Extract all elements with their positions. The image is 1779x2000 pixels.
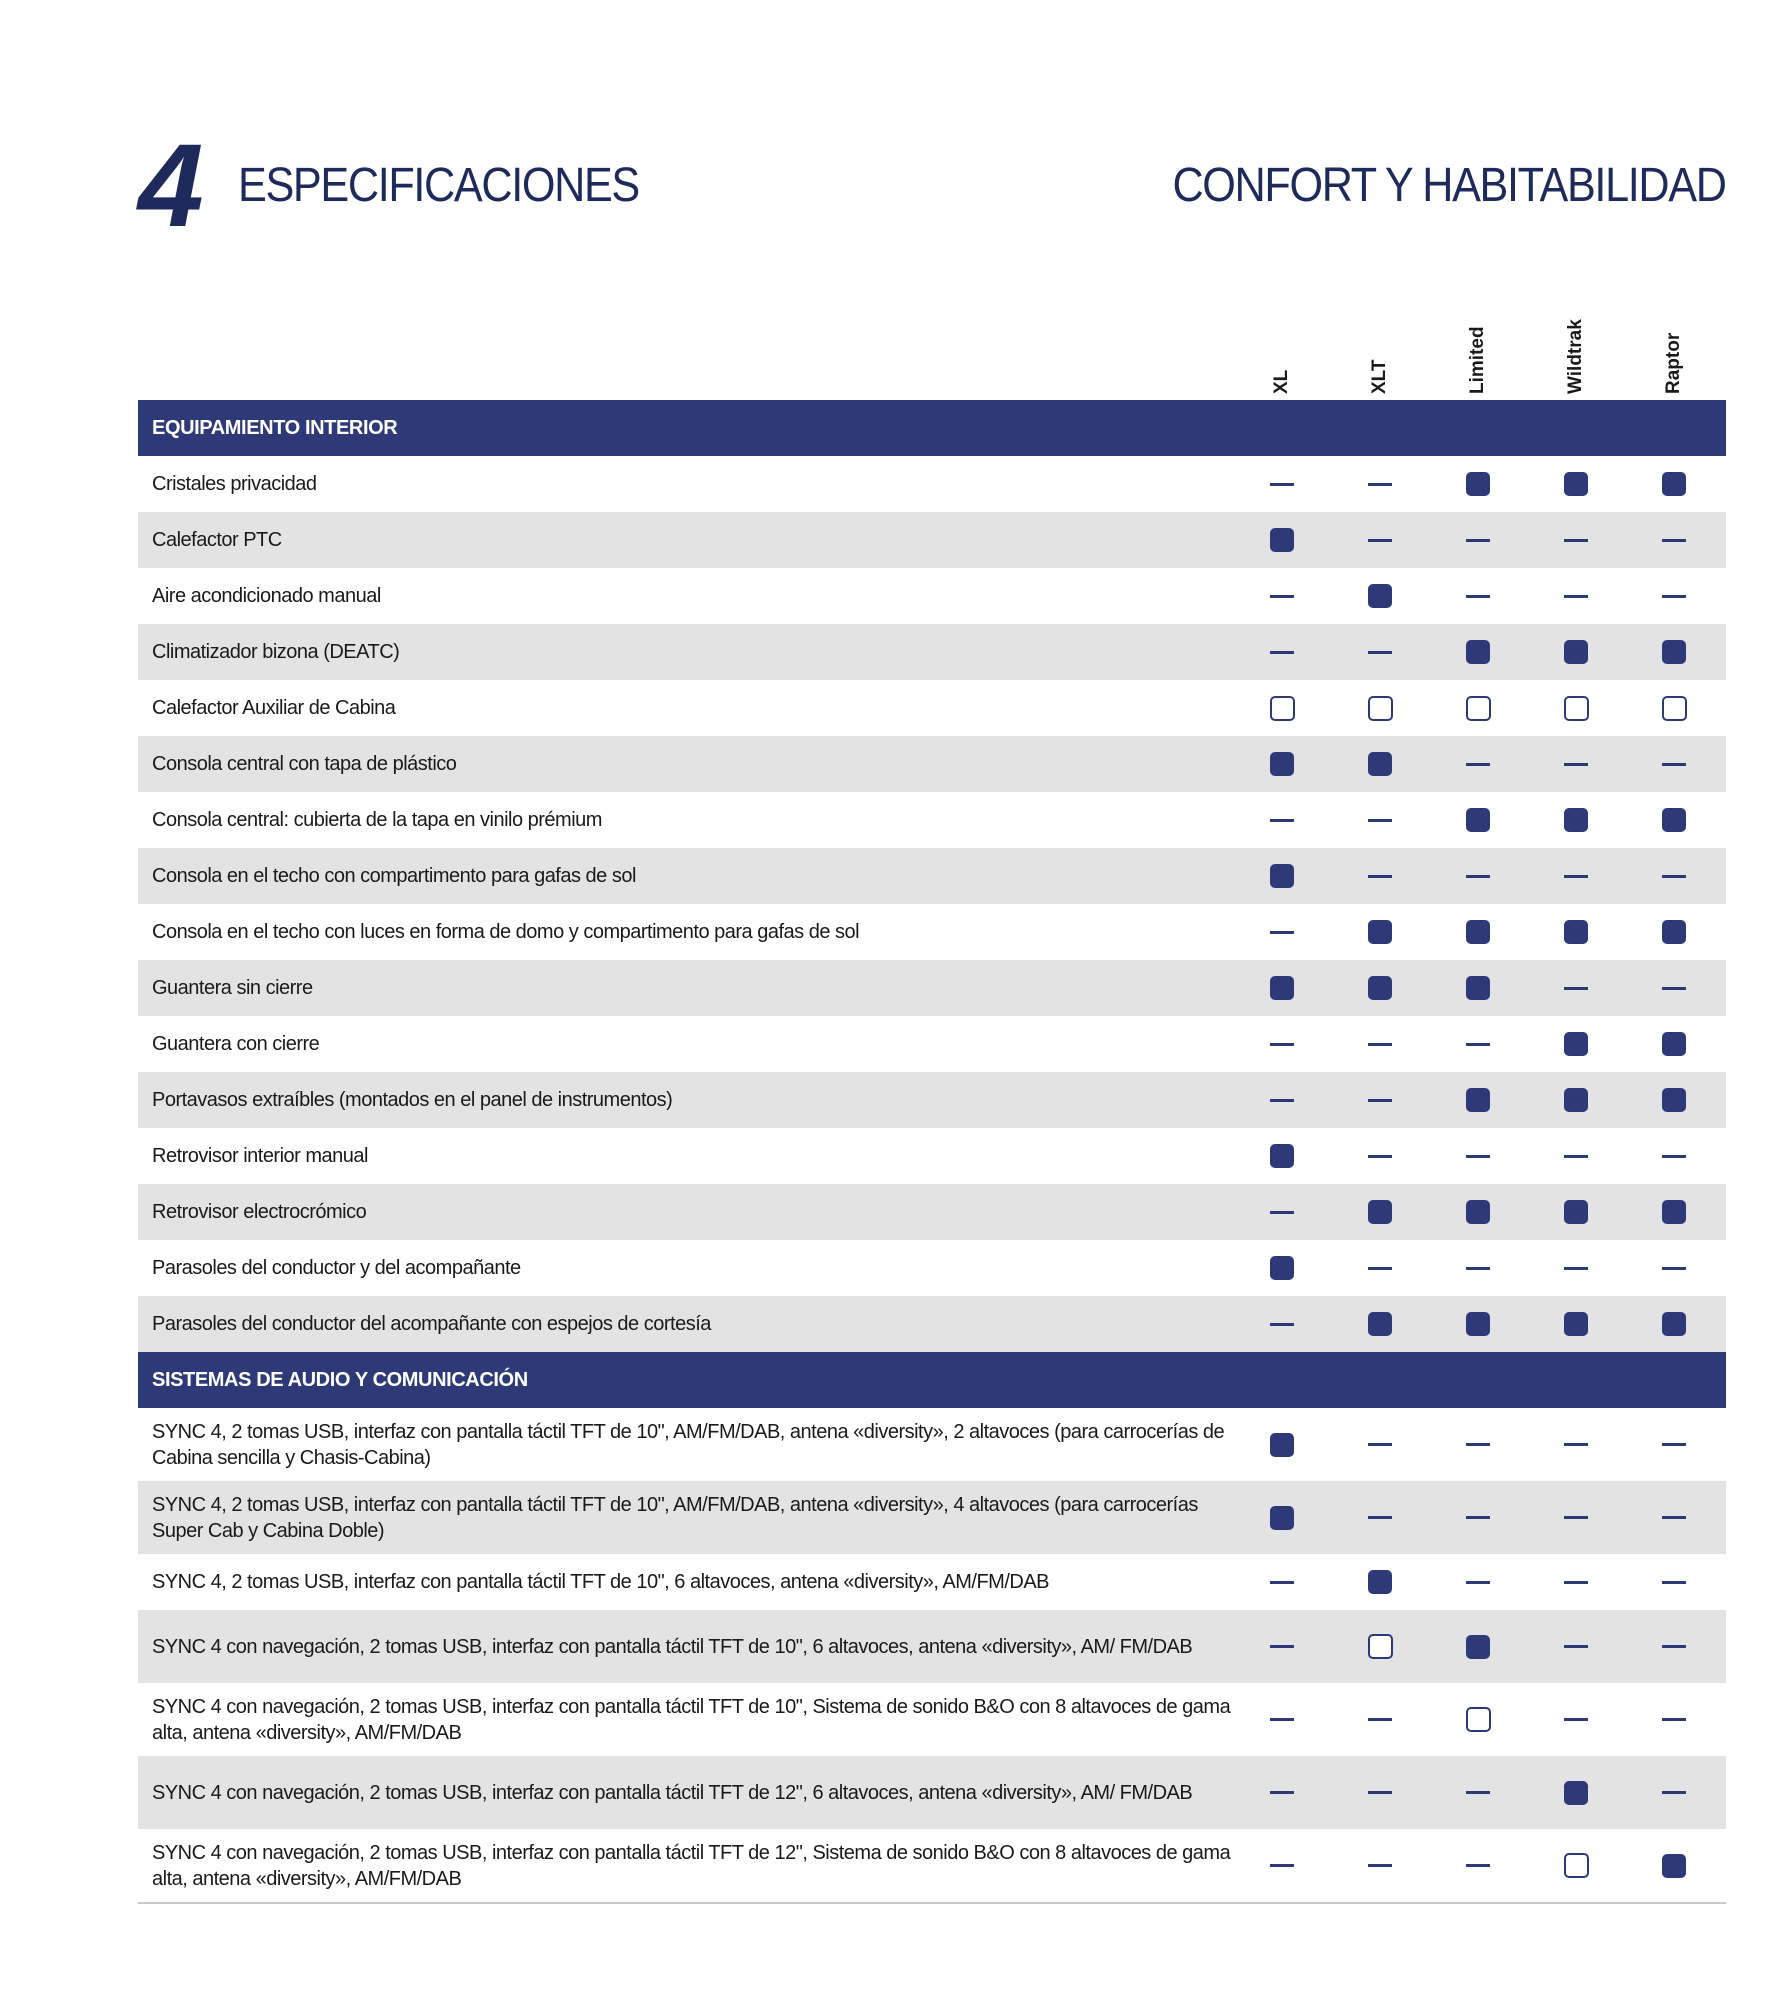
not-available-dash-icon <box>1270 1211 1294 1214</box>
standard-mark-icon <box>1270 528 1294 552</box>
row-label: Guantera sin cierre <box>152 977 313 999</box>
not-available-dash-icon <box>1564 763 1588 766</box>
standard-mark-icon <box>1564 1312 1588 1336</box>
table-body <box>138 400 1726 1902</box>
not-available-dash-icon <box>1466 1516 1490 1519</box>
not-available-dash-icon <box>1662 1718 1686 1721</box>
cell-xl <box>1262 471 1302 497</box>
table-row <box>138 1408 1726 1481</box>
not-available-dash-icon <box>1466 1043 1490 1046</box>
column-header-label: XL <box>1271 369 1292 394</box>
cell-xlt <box>1360 975 1400 1001</box>
not-available-dash-icon <box>1662 539 1686 542</box>
cell-raptor <box>1654 1569 1694 1595</box>
not-available-dash-icon <box>1662 1581 1686 1584</box>
not-available-dash-icon <box>1564 1516 1588 1519</box>
cell-raptor <box>1654 1432 1694 1458</box>
cell-xlt <box>1360 639 1400 665</box>
cell-xl <box>1262 975 1302 1001</box>
column-header-label: Wildtrak <box>1565 319 1586 394</box>
cell-xl <box>1262 1199 1302 1225</box>
column-header-row <box>138 290 1726 400</box>
row-label: Climatizador bizona (DEATC) <box>152 641 400 663</box>
cell-limited <box>1458 1087 1498 1113</box>
not-available-dash-icon <box>1368 1718 1392 1721</box>
not-available-dash-icon <box>1466 763 1490 766</box>
cell-limited <box>1458 1311 1498 1337</box>
standard-mark-icon <box>1564 920 1588 944</box>
cell-xlt <box>1360 1634 1400 1660</box>
standard-mark-icon <box>1270 752 1294 776</box>
standard-mark-icon <box>1368 976 1392 1000</box>
not-available-dash-icon <box>1368 651 1392 654</box>
section-header: EQUIPAMIENTO INTERIOR <box>138 400 1726 456</box>
not-available-dash-icon <box>1368 819 1392 822</box>
cell-limited <box>1458 863 1498 889</box>
not-available-dash-icon <box>1368 539 1392 542</box>
not-available-dash-icon <box>1368 1864 1392 1867</box>
row-label: SYNC 4, 2 tomas USB, interfaz con pantalla táctil TFT de 10", 6 altavoces, antena «diversity», AM/FM/DAB <box>152 1571 1050 1593</box>
not-available-dash-icon <box>1368 1516 1392 1519</box>
table-row <box>138 1184 1726 1240</box>
standard-mark-icon <box>1564 1032 1588 1056</box>
cell-xl <box>1262 1707 1302 1733</box>
row-label: Retrovisor electrocrómico <box>152 1201 367 1223</box>
table-row <box>138 1128 1726 1184</box>
not-available-dash-icon <box>1466 875 1490 878</box>
row-label: Consola central: cubierta de la tapa en vinilo prémium <box>152 809 602 831</box>
not-available-dash-icon <box>1368 483 1392 486</box>
cell-xl <box>1262 1853 1302 1879</box>
not-available-dash-icon <box>1564 875 1588 878</box>
spec-table <box>138 290 1726 1904</box>
cell-xl <box>1262 1634 1302 1660</box>
cell-xlt <box>1360 1143 1400 1169</box>
standard-mark-icon <box>1466 808 1490 832</box>
table-row <box>138 1683 1726 1756</box>
not-available-dash-icon <box>1270 1043 1294 1046</box>
cell-raptor <box>1654 1143 1694 1169</box>
table-row <box>138 1296 1726 1352</box>
cell-wildtrak <box>1556 1311 1596 1337</box>
row-label: SYNC 4, 2 tomas USB, interfaz con pantalla táctil TFT de 10", AM/FM/DAB, antena «diversity», 2 altavoces (para carrocerías de Cabina sencilla y Chasis-Cabina) <box>152 1420 1225 1469</box>
standard-mark-icon <box>1564 472 1588 496</box>
cell-xl <box>1262 1143 1302 1169</box>
cell-limited <box>1458 919 1498 945</box>
cell-limited <box>1458 695 1498 721</box>
not-available-dash-icon <box>1270 1645 1294 1648</box>
standard-mark-icon <box>1564 1781 1588 1805</box>
cell-limited <box>1458 975 1498 1001</box>
not-available-dash-icon <box>1270 1718 1294 1721</box>
not-available-dash-icon <box>1368 1155 1392 1158</box>
column-header-wildtrak <box>1556 284 1596 394</box>
cell-limited <box>1458 1505 1498 1531</box>
cell-raptor <box>1654 695 1694 721</box>
standard-mark-icon <box>1662 1088 1686 1112</box>
row-label: Calefactor PTC <box>152 529 282 551</box>
table-row <box>138 680 1726 736</box>
row-label: Cristales privacidad <box>152 473 317 495</box>
cell-raptor <box>1654 751 1694 777</box>
cell-xlt <box>1360 1780 1400 1806</box>
standard-mark-icon <box>1466 976 1490 1000</box>
standard-mark-icon <box>1662 1200 1686 1224</box>
standard-mark-icon <box>1270 864 1294 888</box>
not-available-dash-icon <box>1368 1099 1392 1102</box>
standard-mark-icon <box>1368 1570 1392 1594</box>
row-label: SYNC 4 con navegación, 2 tomas USB, interfaz con pantalla táctil TFT de 10", Sistema de sonido B&O con 8 altavoces de gama alta, antena «diversity», AM/FM/DAB <box>152 1695 1231 1744</box>
standard-mark-icon <box>1368 920 1392 944</box>
standard-mark-icon <box>1564 808 1588 832</box>
not-available-dash-icon <box>1270 483 1294 486</box>
cell-xlt <box>1360 919 1400 945</box>
cell-wildtrak <box>1556 975 1596 1001</box>
cell-wildtrak <box>1556 1853 1596 1879</box>
cell-wildtrak <box>1556 919 1596 945</box>
standard-mark-icon <box>1662 472 1686 496</box>
row-label: Parasoles del conductor del acompañante con espejos de cortesía <box>152 1313 711 1335</box>
cell-xlt <box>1360 1031 1400 1057</box>
row-label: SYNC 4 con navegación, 2 tomas USB, interfaz con pantalla táctil TFT de 12", Sistema de sonido B&O con 8 altavoces de gama alta, antena «diversity», AM/FM/DAB <box>152 1841 1231 1890</box>
option-mark-icon <box>1466 696 1491 721</box>
row-label: SYNC 4 con navegación, 2 tomas USB, interfaz con pantalla táctil TFT de 10", 6 altavoces, antena «diversity», AM/ FM/DAB <box>152 1635 1193 1658</box>
column-header-xl <box>1262 284 1302 394</box>
table-row <box>138 792 1726 848</box>
not-available-dash-icon <box>1564 539 1588 542</box>
option-mark-icon <box>1466 1707 1491 1732</box>
cell-limited <box>1458 583 1498 609</box>
table-row <box>138 904 1726 960</box>
table-row <box>138 736 1726 792</box>
not-available-dash-icon <box>1662 1791 1686 1794</box>
column-header-raptor <box>1654 284 1694 394</box>
standard-mark-icon <box>1466 1312 1490 1336</box>
not-available-dash-icon <box>1270 931 1294 934</box>
cell-xlt <box>1360 1432 1400 1458</box>
cell-raptor <box>1654 471 1694 497</box>
cell-wildtrak <box>1556 1569 1596 1595</box>
cell-xl <box>1262 863 1302 889</box>
standard-mark-icon <box>1662 920 1686 944</box>
cell-wildtrak <box>1556 751 1596 777</box>
cell-xlt <box>1360 1199 1400 1225</box>
cell-xlt <box>1360 1311 1400 1337</box>
not-available-dash-icon <box>1466 1864 1490 1867</box>
table-row <box>138 1829 1726 1902</box>
not-available-dash-icon <box>1270 1791 1294 1794</box>
standard-mark-icon <box>1466 1635 1490 1659</box>
row-label: Portavasos extraíbles (montados en el panel de instrumentos) <box>152 1089 673 1111</box>
cell-xlt <box>1360 1505 1400 1531</box>
standard-mark-icon <box>1270 976 1294 1000</box>
cell-xlt <box>1360 527 1400 553</box>
standard-mark-icon <box>1466 472 1490 496</box>
row-label: Consola en el techo con compartimento para gafas de sol <box>152 865 636 887</box>
cell-xl <box>1262 1432 1302 1458</box>
cell-xl <box>1262 695 1302 721</box>
cell-wildtrak <box>1556 1780 1596 1806</box>
cell-limited <box>1458 639 1498 665</box>
option-mark-icon <box>1564 1853 1589 1878</box>
cell-wildtrak <box>1556 1255 1596 1281</box>
cell-xl <box>1262 1087 1302 1113</box>
cell-raptor <box>1654 639 1694 665</box>
row-label: Guantera con cierre <box>152 1033 320 1055</box>
not-available-dash-icon <box>1466 539 1490 542</box>
row-label: Retrovisor interior manual <box>152 1145 368 1167</box>
cell-xl <box>1262 527 1302 553</box>
row-label: Consola central con tapa de plástico <box>152 753 457 775</box>
not-available-dash-icon <box>1564 595 1588 598</box>
not-available-dash-icon <box>1564 1443 1588 1446</box>
not-available-dash-icon <box>1564 1581 1588 1584</box>
standard-mark-icon <box>1466 920 1490 944</box>
cell-raptor <box>1654 1311 1694 1337</box>
cell-xlt <box>1360 1853 1400 1879</box>
cell-xl <box>1262 1255 1302 1281</box>
standard-mark-icon <box>1270 1433 1294 1457</box>
cell-wildtrak <box>1556 807 1596 833</box>
standard-mark-icon <box>1368 752 1392 776</box>
cell-limited <box>1458 1432 1498 1458</box>
cell-wildtrak <box>1556 1707 1596 1733</box>
cell-raptor <box>1654 1780 1694 1806</box>
cell-xl <box>1262 1031 1302 1057</box>
cell-wildtrak <box>1556 695 1596 721</box>
table-row <box>138 1756 1726 1829</box>
cell-limited <box>1458 751 1498 777</box>
section-header: SISTEMAS DE AUDIO Y COMUNICACIÓN <box>138 1352 1726 1408</box>
not-available-dash-icon <box>1368 1791 1392 1794</box>
option-mark-icon <box>1270 696 1295 721</box>
option-mark-icon <box>1368 696 1393 721</box>
not-available-dash-icon <box>1466 595 1490 598</box>
not-available-dash-icon <box>1564 1718 1588 1721</box>
not-available-dash-icon <box>1270 651 1294 654</box>
not-available-dash-icon <box>1270 1323 1294 1326</box>
cell-wildtrak <box>1556 583 1596 609</box>
cell-xl <box>1262 919 1302 945</box>
table-row <box>138 1481 1726 1554</box>
cell-raptor <box>1654 919 1694 945</box>
cell-limited <box>1458 1634 1498 1660</box>
cell-limited <box>1458 807 1498 833</box>
not-available-dash-icon <box>1270 1864 1294 1867</box>
cell-raptor <box>1654 583 1694 609</box>
cell-raptor <box>1654 1707 1694 1733</box>
cell-wildtrak <box>1556 1199 1596 1225</box>
table-row <box>138 512 1726 568</box>
standard-mark-icon <box>1662 1312 1686 1336</box>
not-available-dash-icon <box>1662 1443 1686 1446</box>
not-available-dash-icon <box>1662 1267 1686 1270</box>
not-available-dash-icon <box>1270 1099 1294 1102</box>
cell-raptor <box>1654 527 1694 553</box>
not-available-dash-icon <box>1564 1155 1588 1158</box>
cell-xlt <box>1360 807 1400 833</box>
section-title: ESPECIFICACIONES <box>238 159 639 212</box>
column-header-label: Limited <box>1467 326 1488 394</box>
standard-mark-icon <box>1564 1200 1588 1224</box>
standard-mark-icon <box>1564 640 1588 664</box>
table-row <box>138 1554 1726 1610</box>
standard-mark-icon <box>1270 1506 1294 1530</box>
not-available-dash-icon <box>1368 1267 1392 1270</box>
not-available-dash-icon <box>1662 875 1686 878</box>
cell-limited <box>1458 1853 1498 1879</box>
table-row <box>138 1610 1726 1683</box>
not-available-dash-icon <box>1368 1443 1392 1446</box>
row-label: SYNC 4 con navegación, 2 tomas USB, interfaz con pantalla táctil TFT de 12", 6 altavoces, antena «diversity», AM/ FM/DAB <box>152 1781 1193 1804</box>
table-row <box>138 1072 1726 1128</box>
cell-xlt <box>1360 1087 1400 1113</box>
cell-xl <box>1262 751 1302 777</box>
column-header-xlt <box>1360 284 1400 394</box>
table-row <box>138 624 1726 680</box>
row-label: Consola en el techo con luces en forma de domo y compartimento para gafas de sol <box>152 921 860 943</box>
cell-xlt <box>1360 471 1400 497</box>
standard-mark-icon <box>1662 1854 1686 1878</box>
not-available-dash-icon <box>1270 595 1294 598</box>
standard-mark-icon <box>1466 1200 1490 1224</box>
cell-wildtrak <box>1556 1432 1596 1458</box>
cell-raptor <box>1654 1031 1694 1057</box>
standard-mark-icon <box>1270 1256 1294 1280</box>
chapter-number: 4 <box>138 120 200 252</box>
table-row <box>138 1016 1726 1072</box>
standard-mark-icon <box>1662 640 1686 664</box>
not-available-dash-icon <box>1466 1791 1490 1794</box>
cell-wildtrak <box>1556 1634 1596 1660</box>
standard-mark-icon <box>1368 1200 1392 1224</box>
cell-limited <box>1458 1143 1498 1169</box>
cell-xlt <box>1360 1569 1400 1595</box>
not-available-dash-icon <box>1662 763 1686 766</box>
cell-limited <box>1458 1569 1498 1595</box>
not-available-dash-icon <box>1368 1043 1392 1046</box>
cell-xlt <box>1360 695 1400 721</box>
cell-xl <box>1262 1311 1302 1337</box>
not-available-dash-icon <box>1270 1581 1294 1584</box>
not-available-dash-icon <box>1270 819 1294 822</box>
cell-xl <box>1262 1780 1302 1806</box>
cell-limited <box>1458 527 1498 553</box>
cell-wildtrak <box>1556 471 1596 497</box>
cell-raptor <box>1654 1853 1694 1879</box>
not-available-dash-icon <box>1662 987 1686 990</box>
cell-raptor <box>1654 1634 1694 1660</box>
cell-limited <box>1458 1780 1498 1806</box>
cell-limited <box>1458 1199 1498 1225</box>
column-header-limited <box>1458 284 1498 394</box>
not-available-dash-icon <box>1368 875 1392 878</box>
table-bottom-rule <box>138 1902 1726 1904</box>
not-available-dash-icon <box>1466 1155 1490 1158</box>
not-available-dash-icon <box>1466 1581 1490 1584</box>
cell-wildtrak <box>1556 863 1596 889</box>
table-row <box>138 960 1726 1016</box>
table-row <box>138 456 1726 512</box>
row-label: Parasoles del conductor y del acompañante <box>152 1257 521 1279</box>
cell-limited <box>1458 471 1498 497</box>
standard-mark-icon <box>1662 808 1686 832</box>
cell-wildtrak <box>1556 639 1596 665</box>
cell-xlt <box>1360 583 1400 609</box>
cell-raptor <box>1654 1505 1694 1531</box>
page-title: CONFORT Y HABITABILIDAD <box>1172 159 1726 212</box>
cell-xlt <box>1360 1255 1400 1281</box>
cell-xl <box>1262 639 1302 665</box>
table-row <box>138 1240 1726 1296</box>
not-available-dash-icon <box>1564 1267 1588 1270</box>
cell-xl <box>1262 807 1302 833</box>
cell-xlt <box>1360 751 1400 777</box>
cell-xlt <box>1360 863 1400 889</box>
cell-wildtrak <box>1556 527 1596 553</box>
column-header-label: XLT <box>1369 359 1390 394</box>
cell-xl <box>1262 583 1302 609</box>
cell-xl <box>1262 1569 1302 1595</box>
cell-raptor <box>1654 1199 1694 1225</box>
standard-mark-icon <box>1270 1144 1294 1168</box>
not-available-dash-icon <box>1564 987 1588 990</box>
not-available-dash-icon <box>1662 1516 1686 1519</box>
row-label: SYNC 4, 2 tomas USB, interfaz con pantalla táctil TFT de 10", AM/FM/DAB, antena «diversity», 4 altavoces (para carrocerías Super Cab y Cabina Doble) <box>152 1493 1198 1542</box>
not-available-dash-icon <box>1466 1443 1490 1446</box>
cell-wildtrak <box>1556 1505 1596 1531</box>
not-available-dash-icon <box>1662 1645 1686 1648</box>
cell-wildtrak <box>1556 1031 1596 1057</box>
cell-wildtrak <box>1556 1143 1596 1169</box>
table-row <box>138 568 1726 624</box>
standard-mark-icon <box>1466 640 1490 664</box>
cell-limited <box>1458 1031 1498 1057</box>
standard-mark-icon <box>1368 1312 1392 1336</box>
cell-raptor <box>1654 863 1694 889</box>
option-mark-icon <box>1368 1634 1393 1659</box>
cell-limited <box>1458 1255 1498 1281</box>
table-row <box>138 848 1726 904</box>
option-mark-icon <box>1564 696 1589 721</box>
cell-raptor <box>1654 807 1694 833</box>
standard-mark-icon <box>1368 584 1392 608</box>
standard-mark-icon <box>1564 1088 1588 1112</box>
not-available-dash-icon <box>1662 595 1686 598</box>
cell-raptor <box>1654 975 1694 1001</box>
cell-raptor <box>1654 1087 1694 1113</box>
column-header-label: Raptor <box>1663 332 1684 394</box>
row-label: Calefactor Auxiliar de Cabina <box>152 697 396 719</box>
page-header <box>138 120 1726 252</box>
cell-limited <box>1458 1707 1498 1733</box>
not-available-dash-icon <box>1662 1155 1686 1158</box>
row-label: Aire acondicionado manual <box>152 585 381 607</box>
not-available-dash-icon <box>1466 1267 1490 1270</box>
cell-xlt <box>1360 1707 1400 1733</box>
standard-mark-icon <box>1466 1088 1490 1112</box>
cell-raptor <box>1654 1255 1694 1281</box>
cell-wildtrak <box>1556 1087 1596 1113</box>
cell-xl <box>1262 1505 1302 1531</box>
not-available-dash-icon <box>1564 1645 1588 1648</box>
option-mark-icon <box>1662 696 1687 721</box>
standard-mark-icon <box>1662 1032 1686 1056</box>
